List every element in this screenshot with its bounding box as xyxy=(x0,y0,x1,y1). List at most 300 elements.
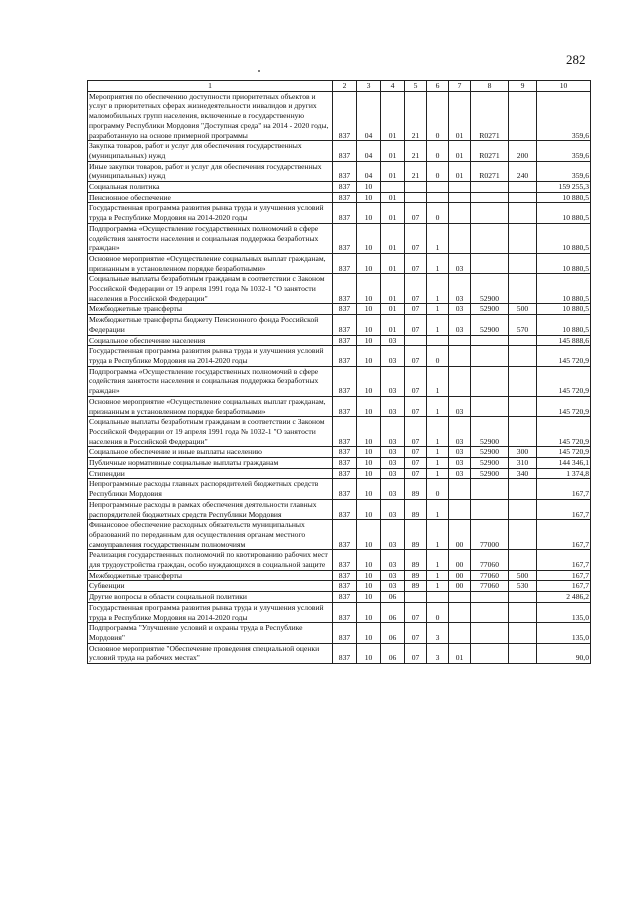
budget-table xyxy=(87,80,591,664)
row-name: Государственная программа развития рынка труда и улучшения условий труда в Республике Мордовия на 2014-2020 годы xyxy=(88,203,333,223)
row-subsection: 01 xyxy=(381,253,405,273)
row-amount: 159 255,3 xyxy=(537,182,591,193)
row-expense-type: 570 xyxy=(509,315,537,335)
row-subprogram: 1 xyxy=(427,417,449,447)
row-name: Социальные выплаты безработным гражданам в соответствии с Законом Российской Федерации от 19 апреля 1991 года № 1032-1 "О занятости населения в Российской Федерации" xyxy=(88,274,333,304)
row-direction xyxy=(471,346,509,366)
row-section: 10 xyxy=(357,570,381,581)
row-name: Межбюджетные трансферты xyxy=(88,304,333,315)
row-admin-code: 837 xyxy=(333,304,357,315)
row-subsection: 03 xyxy=(381,581,405,592)
row-section: 10 xyxy=(357,550,381,570)
row-activity: 01 xyxy=(449,141,471,161)
row-program: 07 xyxy=(405,417,427,447)
row-activity xyxy=(449,223,471,253)
row-subsection: 03 xyxy=(381,447,405,458)
table-row xyxy=(88,468,591,479)
row-subsection: 03 xyxy=(381,520,405,550)
row-direction: 77060 xyxy=(471,550,509,570)
row-direction: R0271 xyxy=(471,91,509,141)
table-row xyxy=(88,520,591,550)
row-direction xyxy=(471,479,509,499)
row-subsection: 01 xyxy=(381,304,405,315)
row-amount: 10 880,5 xyxy=(537,223,591,253)
row-section: 10 xyxy=(357,366,381,396)
row-name: Подпрограмма «Осуществление государственных полномочий в сфере содействия занятости населения и социальная поддержка безработных граждан» xyxy=(88,366,333,396)
row-amount: 145 888,6 xyxy=(537,335,591,346)
row-expense-type: 530 xyxy=(509,581,537,592)
row-subsection: 01 xyxy=(381,192,405,203)
page-number: 282 xyxy=(566,52,586,67)
row-subsection: 03 xyxy=(381,468,405,479)
row-expense-type: 340 xyxy=(509,468,537,479)
row-activity xyxy=(449,182,471,193)
row-expense-type xyxy=(509,366,537,396)
row-name: Публичные нормативные социальные выплаты гражданам xyxy=(88,458,333,469)
row-section: 10 xyxy=(357,396,381,416)
row-subsection: 03 xyxy=(381,396,405,416)
row-expense-type xyxy=(509,346,537,366)
row-subprogram: 1 xyxy=(427,223,449,253)
row-activity: 03 xyxy=(449,253,471,273)
row-program: 21 xyxy=(405,91,427,141)
row-subprogram: 1 xyxy=(427,253,449,273)
row-subprogram: 1 xyxy=(427,396,449,416)
row-admin-code: 837 xyxy=(333,447,357,458)
row-section: 10 xyxy=(357,468,381,479)
row-subsection: 03 xyxy=(381,346,405,366)
row-subsection: 03 xyxy=(381,458,405,469)
row-activity xyxy=(449,346,471,366)
row-activity xyxy=(449,335,471,346)
row-name: Межбюджетные трансферты xyxy=(88,570,333,581)
row-section: 10 xyxy=(357,623,381,643)
row-amount: 359,6 xyxy=(537,141,591,161)
row-amount: 10 880,5 xyxy=(537,304,591,315)
row-amount: 167,7 xyxy=(537,570,591,581)
table-row xyxy=(88,91,591,141)
row-subprogram: 1 xyxy=(427,274,449,304)
table-row xyxy=(88,550,591,570)
header-cell: 9 xyxy=(509,81,537,92)
row-amount: 167,7 xyxy=(537,520,591,550)
row-name: Другие вопросы в области социальной политики xyxy=(88,592,333,603)
row-section: 10 xyxy=(357,417,381,447)
row-amount: 10 880,5 xyxy=(537,253,591,273)
row-section: 04 xyxy=(357,141,381,161)
row-direction: 77060 xyxy=(471,570,509,581)
row-direction xyxy=(471,223,509,253)
row-activity: 03 xyxy=(449,417,471,447)
row-name: Реализация государственных полномочий по квотированию рабочих мест для трудоустройства граждан, особо нуждающихся в социальной защите xyxy=(88,550,333,570)
row-expense-type: 500 xyxy=(509,570,537,581)
row-amount: 145 720,9 xyxy=(537,346,591,366)
row-section: 10 xyxy=(357,315,381,335)
row-direction xyxy=(471,623,509,643)
row-amount: 135,0 xyxy=(537,623,591,643)
row-admin-code: 837 xyxy=(333,253,357,273)
row-subsection: 03 xyxy=(381,570,405,581)
row-admin-code: 837 xyxy=(333,520,357,550)
row-admin-code: 837 xyxy=(333,192,357,203)
row-program: 89 xyxy=(405,570,427,581)
row-subsection: 03 xyxy=(381,479,405,499)
row-amount: 359,6 xyxy=(537,161,591,181)
row-activity xyxy=(449,623,471,643)
row-expense-type xyxy=(509,417,537,447)
row-subprogram: 1 xyxy=(427,581,449,592)
row-activity xyxy=(449,366,471,396)
row-amount: 135,0 xyxy=(537,602,591,622)
row-direction: 52900 xyxy=(471,315,509,335)
row-admin-code: 837 xyxy=(333,581,357,592)
row-section: 10 xyxy=(357,520,381,550)
row-admin-code: 837 xyxy=(333,570,357,581)
row-program: 07 xyxy=(405,315,427,335)
row-subsection: 03 xyxy=(381,499,405,519)
row-program: 07 xyxy=(405,643,427,663)
header-cell: 2 xyxy=(333,81,357,92)
row-subprogram: 0 xyxy=(427,602,449,622)
row-admin-code: 837 xyxy=(333,346,357,366)
row-amount: 10 880,5 xyxy=(537,274,591,304)
row-direction xyxy=(471,366,509,396)
row-admin-code: 837 xyxy=(333,643,357,663)
row-activity: 03 xyxy=(449,304,471,315)
row-amount: 10 880,5 xyxy=(537,315,591,335)
header-cell: 4 xyxy=(381,81,405,92)
header-cell: 1 xyxy=(88,81,333,92)
row-subprogram: 1 xyxy=(427,468,449,479)
row-admin-code: 837 xyxy=(333,203,357,223)
row-program xyxy=(405,192,427,203)
scan-speck xyxy=(258,70,260,72)
row-amount: 359,6 xyxy=(537,91,591,141)
row-subprogram: 0 xyxy=(427,141,449,161)
row-direction: 52900 xyxy=(471,468,509,479)
table-row xyxy=(88,458,591,469)
row-section: 10 xyxy=(357,499,381,519)
row-direction: 52900 xyxy=(471,458,509,469)
row-program: 07 xyxy=(405,253,427,273)
row-direction xyxy=(471,396,509,416)
row-subsection: 03 xyxy=(381,550,405,570)
row-name: Государственная программа развития рынка труда и улучшения условий труда в Республике Мордовия на 2014-2020 годы xyxy=(88,346,333,366)
row-program: 07 xyxy=(405,623,427,643)
row-direction xyxy=(471,499,509,519)
row-amount: 1 374,8 xyxy=(537,468,591,479)
row-expense-type: 240 xyxy=(509,161,537,181)
row-admin-code: 837 xyxy=(333,396,357,416)
row-subprogram: 1 xyxy=(427,550,449,570)
row-amount: 2 486,2 xyxy=(537,592,591,603)
row-activity: 03 xyxy=(449,458,471,469)
row-expense-type xyxy=(509,479,537,499)
row-subsection: 06 xyxy=(381,623,405,643)
row-admin-code: 837 xyxy=(333,550,357,570)
row-expense-type: 200 xyxy=(509,141,537,161)
header-cell: 6 xyxy=(427,81,449,92)
row-section: 10 xyxy=(357,643,381,663)
row-expense-type: 500 xyxy=(509,304,537,315)
row-amount: 10 880,5 xyxy=(537,192,591,203)
row-name: Социальная политика xyxy=(88,182,333,193)
row-amount: 167,7 xyxy=(537,550,591,570)
row-name: Иные закупки товаров, работ и услуг для обеспечения государственных (муниципальных) нужд xyxy=(88,161,333,181)
row-subprogram: 3 xyxy=(427,623,449,643)
row-program: 89 xyxy=(405,581,427,592)
table-row xyxy=(88,623,591,643)
table-row xyxy=(88,499,591,519)
row-amount: 10 880,5 xyxy=(537,203,591,223)
row-program: 07 xyxy=(405,468,427,479)
row-program: 89 xyxy=(405,479,427,499)
row-section: 10 xyxy=(357,447,381,458)
row-expense-type xyxy=(509,203,537,223)
row-activity xyxy=(449,192,471,203)
row-activity: 03 xyxy=(449,468,471,479)
row-subsection: 01 xyxy=(381,161,405,181)
row-subprogram: 1 xyxy=(427,304,449,315)
row-section: 10 xyxy=(357,458,381,469)
row-section: 10 xyxy=(357,223,381,253)
table-row xyxy=(88,335,591,346)
row-amount: 145 720,9 xyxy=(537,366,591,396)
row-name: Непрограммные расходы в рамках обеспечения деятельности главных распорядителей бюджетных средств Республики Мордовия xyxy=(88,499,333,519)
row-activity: 00 xyxy=(449,570,471,581)
row-direction: 52900 xyxy=(471,447,509,458)
row-expense-type xyxy=(509,520,537,550)
row-expense-type xyxy=(509,91,537,141)
table-row xyxy=(88,366,591,396)
row-activity xyxy=(449,592,471,603)
table-row xyxy=(88,570,591,581)
row-subsection: 03 xyxy=(381,366,405,396)
row-direction: 52900 xyxy=(471,304,509,315)
row-section: 10 xyxy=(357,274,381,304)
row-expense-type xyxy=(509,274,537,304)
row-expense-type xyxy=(509,550,537,570)
row-subprogram xyxy=(427,335,449,346)
row-expense-type xyxy=(509,253,537,273)
row-program: 07 xyxy=(405,304,427,315)
row-section: 10 xyxy=(357,346,381,366)
row-program: 89 xyxy=(405,499,427,519)
row-name: Социальное обеспечение населения xyxy=(88,335,333,346)
row-direction xyxy=(471,643,509,663)
row-name: Финансовое обеспечение расходных обязательств муниципальных образований по переданным для осуществления органам местного самоуправления государственным полномочиям xyxy=(88,520,333,550)
row-subsection: 03 xyxy=(381,417,405,447)
row-expense-type xyxy=(509,592,537,603)
row-name: Субвенции xyxy=(88,581,333,592)
row-subsection xyxy=(381,182,405,193)
row-name: Основное мероприятие «Осуществление социальных выплат гражданам, признанным в установленном порядке безработными» xyxy=(88,253,333,273)
row-section: 04 xyxy=(357,91,381,141)
row-section: 10 xyxy=(357,335,381,346)
row-amount: 167,7 xyxy=(537,479,591,499)
row-subsection: 01 xyxy=(381,141,405,161)
row-subsection: 06 xyxy=(381,602,405,622)
table-row xyxy=(88,315,591,335)
row-subprogram: 1 xyxy=(427,447,449,458)
row-subprogram: 0 xyxy=(427,91,449,141)
row-activity: 00 xyxy=(449,520,471,550)
header-cell: 10 xyxy=(537,81,591,92)
row-name: Подпрограмма «Осуществление государственных полномочий в сфере содействия занятости населения и социальная поддержка безработных граждан» xyxy=(88,223,333,253)
row-direction xyxy=(471,592,509,603)
row-admin-code: 837 xyxy=(333,161,357,181)
row-subsection: 01 xyxy=(381,315,405,335)
row-direction xyxy=(471,192,509,203)
row-activity: 03 xyxy=(449,274,471,304)
row-name: Основное мероприятие "Обеспечение проведения специальной оценки условий труда на рабочих местах" xyxy=(88,643,333,663)
row-subprogram: 1 xyxy=(427,458,449,469)
row-section: 10 xyxy=(357,192,381,203)
row-program: 07 xyxy=(405,223,427,253)
table-row xyxy=(88,203,591,223)
row-subsection: 03 xyxy=(381,335,405,346)
row-program: 07 xyxy=(405,458,427,469)
row-name: Мероприятия по обеспечению доступности приоритетных объектов и услуг в приоритетных сферах жизнедеятельности инвалидов и других маломобильных групп населения, включенные в государственную программу Республики Мордовия "Доступная среда" на 2014 - 2020 годы, разработанную на основе примерной программы xyxy=(88,91,333,141)
row-program xyxy=(405,592,427,603)
row-activity xyxy=(449,499,471,519)
row-activity xyxy=(449,602,471,622)
table-row xyxy=(88,447,591,458)
row-name: Подпрограмма "Улучшение условий и охраны труда в Республике Мордовия" xyxy=(88,623,333,643)
row-subprogram: 1 xyxy=(427,499,449,519)
row-activity: 01 xyxy=(449,91,471,141)
row-program: 07 xyxy=(405,447,427,458)
row-subprogram: 0 xyxy=(427,161,449,181)
row-expense-type xyxy=(509,602,537,622)
row-subsection: 01 xyxy=(381,274,405,304)
table-row xyxy=(88,182,591,193)
table-row xyxy=(88,192,591,203)
header-cell: 8 xyxy=(471,81,509,92)
row-subprogram: 1 xyxy=(427,315,449,335)
row-admin-code: 837 xyxy=(333,602,357,622)
row-expense-type xyxy=(509,396,537,416)
row-activity: 00 xyxy=(449,550,471,570)
row-subsection: 06 xyxy=(381,643,405,663)
row-name: Межбюджетные трансферты бюджету Пенсионного фонда Российской Федерации xyxy=(88,315,333,335)
table-row xyxy=(88,396,591,416)
row-admin-code: 837 xyxy=(333,479,357,499)
row-admin-code: 837 xyxy=(333,458,357,469)
row-subsection: 01 xyxy=(381,203,405,223)
row-direction: R0271 xyxy=(471,161,509,181)
row-subprogram: 0 xyxy=(427,479,449,499)
row-admin-code: 837 xyxy=(333,182,357,193)
row-subprogram: 1 xyxy=(427,366,449,396)
row-section: 04 xyxy=(357,161,381,181)
row-program: 21 xyxy=(405,161,427,181)
header-cell: 3 xyxy=(357,81,381,92)
row-activity xyxy=(449,479,471,499)
row-direction: 77000 xyxy=(471,520,509,550)
row-section: 10 xyxy=(357,479,381,499)
table-row xyxy=(88,161,591,181)
row-name: Закупка товаров, работ и услуг для обеспечения государственных (муниципальных) нужд xyxy=(88,141,333,161)
row-activity: 03 xyxy=(449,315,471,335)
row-program: 21 xyxy=(405,141,427,161)
row-amount: 145 720,9 xyxy=(537,447,591,458)
row-expense-type xyxy=(509,192,537,203)
row-section: 10 xyxy=(357,581,381,592)
row-admin-code: 837 xyxy=(333,335,357,346)
row-subprogram xyxy=(427,592,449,603)
row-subprogram: 1 xyxy=(427,570,449,581)
row-amount: 144 346,1 xyxy=(537,458,591,469)
row-activity: 03 xyxy=(449,396,471,416)
row-program: 89 xyxy=(405,520,427,550)
row-section: 10 xyxy=(357,253,381,273)
row-section: 10 xyxy=(357,203,381,223)
row-expense-type xyxy=(509,335,537,346)
row-program: 07 xyxy=(405,274,427,304)
row-admin-code: 837 xyxy=(333,141,357,161)
row-admin-code: 837 xyxy=(333,366,357,396)
row-activity xyxy=(449,203,471,223)
table-row xyxy=(88,643,591,663)
table-row xyxy=(88,602,591,622)
row-direction xyxy=(471,182,509,193)
row-subsection: 01 xyxy=(381,91,405,141)
row-amount: 90,0 xyxy=(537,643,591,663)
table-row xyxy=(88,479,591,499)
table-row xyxy=(88,592,591,603)
table-row xyxy=(88,274,591,304)
row-direction: 77060 xyxy=(471,581,509,592)
table-row xyxy=(88,417,591,447)
row-expense-type xyxy=(509,223,537,253)
row-subprogram: 0 xyxy=(427,346,449,366)
row-subsection: 01 xyxy=(381,223,405,253)
row-section: 10 xyxy=(357,602,381,622)
row-amount: 167,7 xyxy=(537,581,591,592)
row-expense-type: 310 xyxy=(509,458,537,469)
row-admin-code: 837 xyxy=(333,499,357,519)
row-direction xyxy=(471,253,509,273)
row-activity: 00 xyxy=(449,581,471,592)
row-section: 10 xyxy=(357,182,381,193)
row-name: Государственная программа развития рынка труда и улучшения условий труда в Республике Мордовия на 2014-2020 годы xyxy=(88,602,333,622)
row-section: 10 xyxy=(357,304,381,315)
row-subprogram: 1 xyxy=(427,520,449,550)
table-row xyxy=(88,346,591,366)
row-admin-code: 837 xyxy=(333,91,357,141)
row-direction: 52900 xyxy=(471,274,509,304)
row-admin-code: 837 xyxy=(333,223,357,253)
row-direction xyxy=(471,602,509,622)
header-row xyxy=(88,81,591,92)
row-program xyxy=(405,182,427,193)
row-admin-code: 837 xyxy=(333,623,357,643)
row-direction: R0271 xyxy=(471,141,509,161)
row-subsection: 06 xyxy=(381,592,405,603)
row-direction xyxy=(471,335,509,346)
row-program xyxy=(405,335,427,346)
row-admin-code: 837 xyxy=(333,417,357,447)
row-admin-code: 837 xyxy=(333,315,357,335)
row-activity: 01 xyxy=(449,161,471,181)
row-amount: 145 720,9 xyxy=(537,417,591,447)
header-cell: 7 xyxy=(449,81,471,92)
row-direction: 52900 xyxy=(471,417,509,447)
table-row xyxy=(88,253,591,273)
row-expense-type xyxy=(509,499,537,519)
row-name: Стипендии xyxy=(88,468,333,479)
